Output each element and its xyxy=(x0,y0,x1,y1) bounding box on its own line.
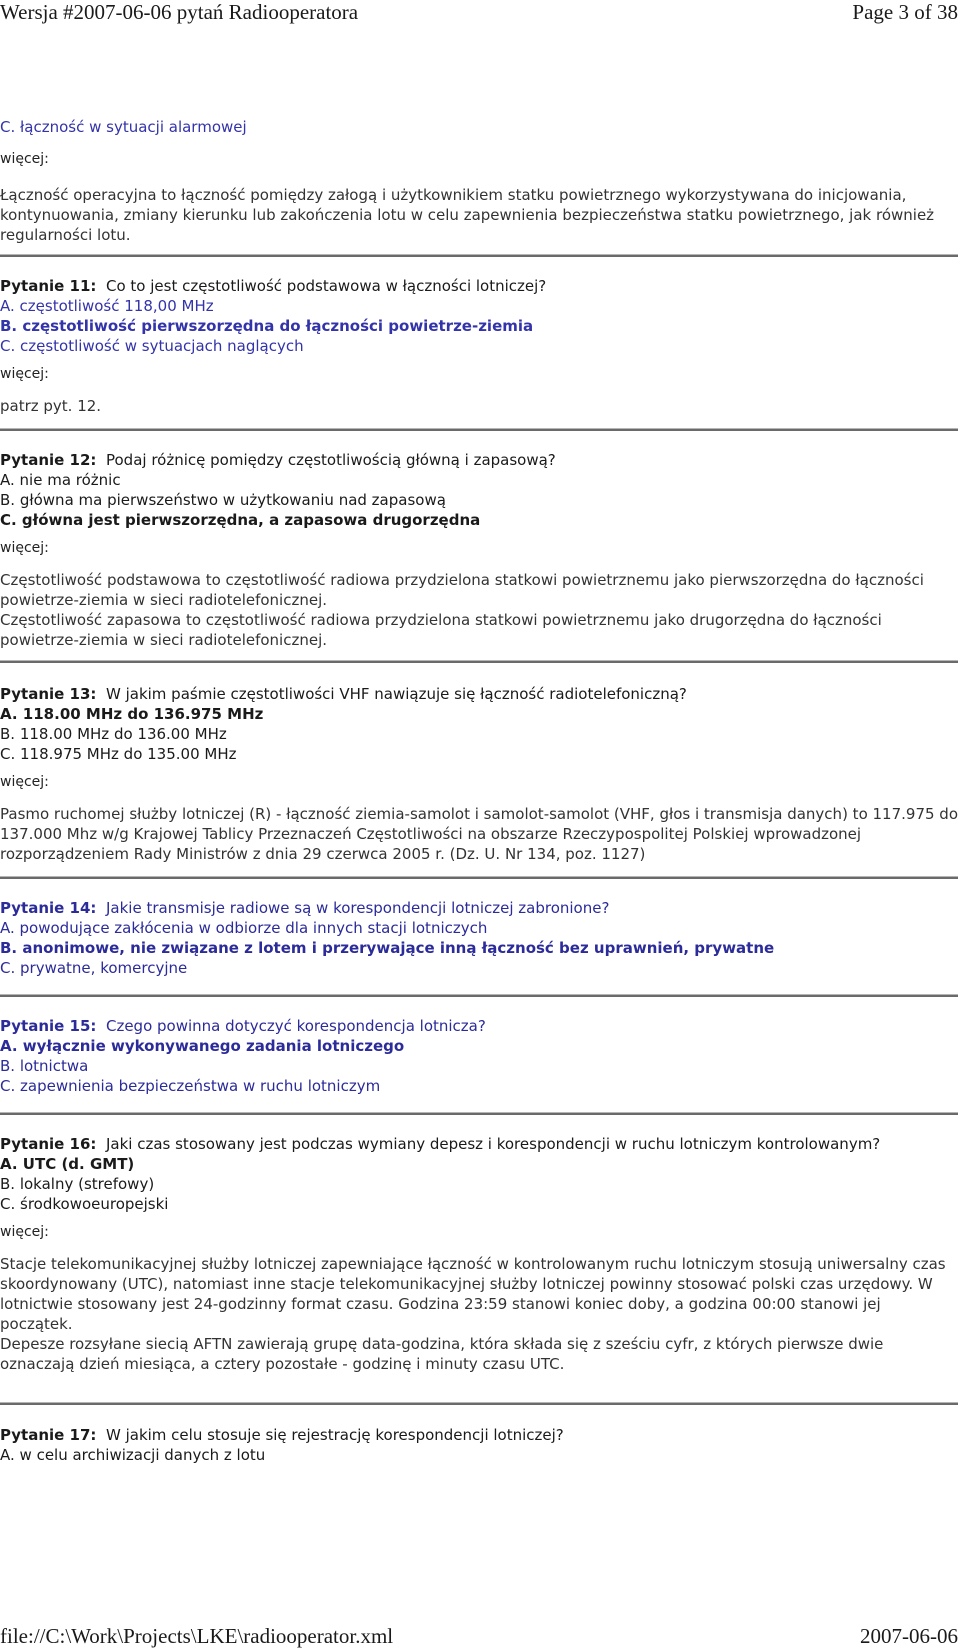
answer-b: B. lokalny (strefowy) xyxy=(0,1175,155,1193)
page-footer xyxy=(0,1622,960,1650)
question-text: W jakim paśmie częstotliwości VHF nawiązuje się łączność radiotelefoniczną? xyxy=(105,685,687,703)
more-label: więcej: xyxy=(0,540,49,556)
explanation: Pasmo ruchomej służby lotniczej (R) - łączność ziemia-samolot i samolot-samolot (VHF, głos i transmisja danych) to 117.975 do 137.000 Mhz w/g Krajowej Tablicy Przeznaczeń Częstotliwości na obszarze Rzeczypospolitej Polskiej wprowadzonej rozporządzeniem Rady Ministrów z dnia 29 czerwca 2005 r. (Dz. U. Nr 134, poz. 1127) xyxy=(0,805,959,863)
explanation: Łączność operacyjna to łączność pomiędzy załogą i użytkownikiem statku powietrznego wykorzystywana do inicjowania, kontynuowania, zmiany kierunku lub zakończenia lotu w celu zapewnienia bezpieczeństwa statku powietrznego, jak również regularności lotu. xyxy=(0,186,935,244)
separator xyxy=(0,1402,958,1405)
separator xyxy=(0,876,958,879)
answer-b-correct: B. częstotliwość pierwszorzędna do łączności powietrze-ziemia xyxy=(0,317,534,335)
explanation-1: Stacje telekomunikacyjnej służby lotniczej zapewniające łączność w kontrolowanym ruchu lotniczym stosują uniwersalny czas skoordynowany (UTC), natomiast inne stacje telekomunikacyjnej służby lotniczej powinny stosować polski czas urzędowy. W lotnictwie stosowany jest 24-godzinny format czasu. Godzina 23:59 stanowi koniec doby, a godzina 00:00 stanowi jej początek. xyxy=(0,1255,946,1333)
explanation-2: Depesze rozsyłane siecią AFTN zawierają grupę data-godzina, która składa się z sześciu cyfr, z których pierwsze dwie oznaczają dzień miesiąca, a cztery pozostałe - godzinę i minuty czasu UTC. xyxy=(0,1335,884,1373)
question-11 xyxy=(0,276,958,416)
question-17 xyxy=(0,1425,958,1465)
question-text: Jakie transmisje radiowe są w korespondencji lotniczej zabronione? xyxy=(105,899,610,917)
file-path: file://C:\Work\Projects\LKE\radiooperator.xml xyxy=(0,1624,394,1648)
separator xyxy=(0,254,958,257)
answer-a: A. częstotliwość 118,00 MHz xyxy=(0,297,214,315)
answer-a-correct: A. UTC (d. GMT) xyxy=(0,1155,135,1173)
question-13 xyxy=(0,684,958,864)
answer-a-correct: A. wyłącznie wykonywanego zadania lotniczego xyxy=(0,1037,405,1055)
explanation-2: Częstotliwość zapasowa to częstotliwość radiowa przydzielona statkowi powietrznemu jako drugorzędna do łączności powietrze-ziemia w sieci radiotelefonicznej. xyxy=(0,611,882,649)
more-label: więcej: xyxy=(0,774,49,790)
question-text: Co to jest częstotliwość podstawowa w łączności lotniczej? xyxy=(105,277,547,295)
answer-c: C. zapewnienia bezpieczeństwa w ruchu lotniczym xyxy=(0,1077,381,1095)
answer-a-correct: A. 118.00 MHz do 136.975 MHz xyxy=(0,705,264,723)
answer-c: C. prywatne, komercyjne xyxy=(0,959,188,977)
question-15 xyxy=(0,1016,958,1096)
option-c: C. łączność w sytuacji alarmowej xyxy=(0,118,247,136)
question-text: Czego powinna dotyczyć korespondencja lotnicza? xyxy=(105,1017,486,1035)
document-title: Wersja #2007-06-06 pytań Radiooperatora xyxy=(0,0,359,24)
more-label: więcej: xyxy=(0,1224,49,1240)
explanation-1: Częstotliwość podstawowa to częstotliwość radiowa przydzielona statkowi powietrznemu jako pierwszorzędna do łączności powietrze-ziemia w sieci radiotelefonicznej. xyxy=(0,571,924,609)
answer-b: B. główna ma pierwszeństwo w użytkowaniu nad zapasową xyxy=(0,491,446,509)
answer-b: B. 118.00 MHz do 136.00 MHz xyxy=(0,725,227,743)
question-16 xyxy=(0,1134,958,1374)
footer-date: 2007-06-06 xyxy=(860,1624,958,1648)
separator xyxy=(0,660,958,663)
question-text: Podaj różnicę pomiędzy częstotliwością główną i zapasową? xyxy=(105,451,556,469)
more-label: więcej: xyxy=(0,366,49,382)
question-number: Pytanie 16: xyxy=(0,1135,97,1153)
question-number: Pytanie 11: xyxy=(0,277,97,295)
question-number: Pytanie 13: xyxy=(0,685,97,703)
question-12 xyxy=(0,450,958,650)
separator xyxy=(0,994,958,997)
explanation: patrz pyt. 12. xyxy=(0,397,102,415)
question-number: Pytanie 14: xyxy=(0,899,97,917)
more-label: więcej: xyxy=(0,151,49,167)
answer-a: A. nie ma różnic xyxy=(0,471,121,489)
answer-a: A. w celu archiwizacji danych z lotu xyxy=(0,1446,266,1464)
answer-c: C. środkowoeuropejski xyxy=(0,1195,169,1213)
answer-c: C. częstotliwość w sytuacjach naglących xyxy=(0,337,304,355)
answer-c: C. 118.975 MHz do 135.00 MHz xyxy=(0,745,237,763)
answer-b: B. lotnictwa xyxy=(0,1057,89,1075)
question-14 xyxy=(0,898,958,978)
page-header xyxy=(0,0,960,24)
question-text: Jaki czas stosowany jest podczas wymiany depesz i korespondencji w ruchu lotniczym kontrolowanym? xyxy=(105,1135,881,1153)
page-number: Page 3 of 38 xyxy=(852,0,958,24)
question-number: Pytanie 17: xyxy=(0,1426,97,1444)
answer-b-correct: B. anonimowe, nie związane z lotem i przerywające inną łączność bez uprawnień, prywatne xyxy=(0,939,775,957)
separator xyxy=(0,428,958,431)
top-section xyxy=(0,117,958,245)
separator xyxy=(0,1112,958,1115)
answer-a: A. powodujące zakłócenia w odbiorze dla innych stacji lotniczych xyxy=(0,919,488,937)
question-number: Pytanie 15: xyxy=(0,1017,97,1035)
question-text: W jakim celu stosuje się rejestrację korespondencji lotniczej? xyxy=(105,1426,564,1444)
answer-c-correct: C. główna jest pierwszorzędna, a zapasowa drugorzędna xyxy=(0,511,481,529)
question-number: Pytanie 12: xyxy=(0,451,97,469)
